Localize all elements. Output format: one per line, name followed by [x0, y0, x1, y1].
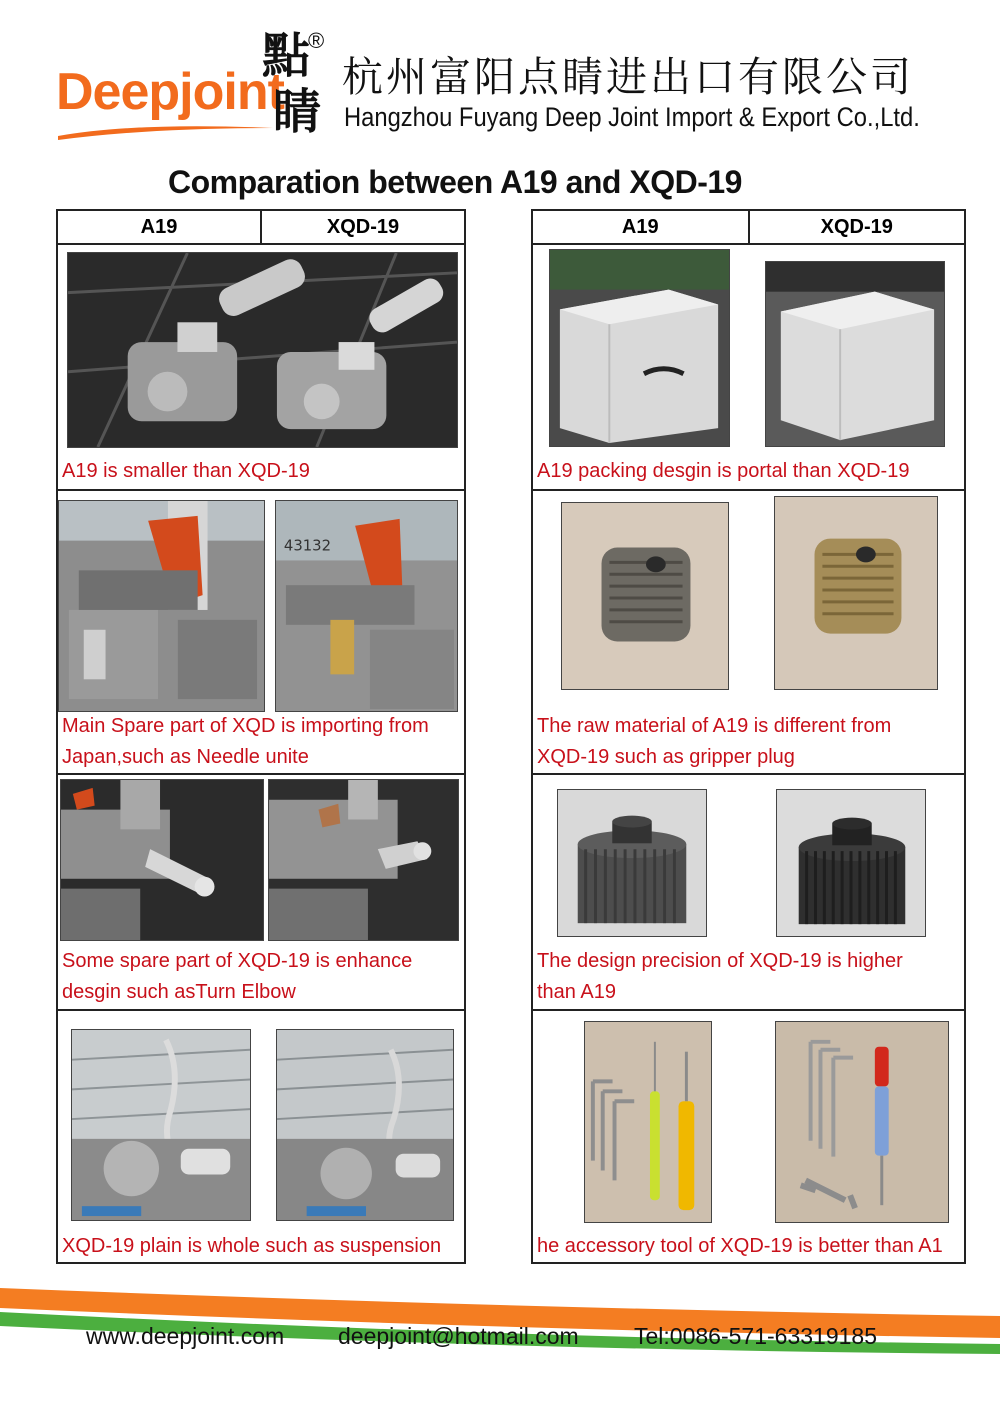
- column-header-a19: A19: [621, 216, 659, 238]
- photo-a19-packing-box: [549, 249, 730, 447]
- footer-email[interactable]: deepjoint@hotmail.com: [338, 1323, 579, 1349]
- caption-line: A19 packing desgin is portal than XQD-19: [537, 460, 910, 482]
- photo-xqd19-accessory-tools: [775, 1021, 949, 1223]
- photo-xqd19-knurled-wheel: [776, 789, 926, 937]
- photo-a19-needle-unit: [58, 500, 265, 712]
- caption-line: Main Spare part of XQD is importing from: [62, 715, 429, 737]
- comparison-row-size: [58, 243, 464, 491]
- photo-xqd19-turn-elbow: [268, 779, 459, 941]
- logo-cjk-char-2: 睛: [272, 84, 321, 140]
- logo-cjk-char-1: 點: [261, 28, 310, 84]
- row-caption: [537, 711, 962, 773]
- caption-line: The design precision of XQD-19 is higher: [537, 950, 903, 972]
- photo-a19-gripper-plug: [561, 502, 729, 690]
- comparison-table-left: [56, 209, 466, 1264]
- document-title: Comparation between A19 and XQD-19: [168, 164, 742, 200]
- photo-a19-accessory-tools: [584, 1021, 712, 1223]
- comparison-row-suspension: [58, 1011, 464, 1262]
- row-caption: [62, 1231, 462, 1262]
- caption-line: than A19: [537, 981, 616, 1003]
- photo-xqd19-packing-box: [765, 261, 945, 447]
- comparison-table-right: [531, 209, 966, 1264]
- photo-xqd19-needle-unit: [275, 500, 458, 712]
- caption-line: A19 is smaller than XQD-19: [62, 460, 310, 482]
- photo-a19-knurled-wheel: [557, 789, 707, 937]
- caption-line: XQD-19 plain is whole such as suspension: [62, 1235, 442, 1257]
- svg-text:43132: 43132: [283, 537, 332, 555]
- row-caption: [62, 711, 462, 773]
- column-header-xqd19: XQD-19: [748, 211, 965, 243]
- column-header-a19: A19: [140, 216, 178, 238]
- caption-line: The raw material of A19 is different from: [537, 715, 892, 737]
- company-name-chinese: 杭州富阳点睛进出口有限公司: [342, 53, 914, 101]
- comparison-row-spare-part: [58, 491, 464, 775]
- table-header: [533, 211, 964, 245]
- comparison-row-precision: [533, 775, 964, 1011]
- photo-tools-side-by-side: [67, 252, 458, 448]
- caption-line: he accessory tool of XQD-19 is better than A1: [537, 1235, 943, 1257]
- photo-a19-suspension: [71, 1029, 251, 1221]
- caption-line: desgin such asTurn Elbow: [62, 981, 296, 1003]
- footer-telephone: Tel:0086-571-63319185: [634, 1323, 877, 1349]
- column-header-xqd19: XQD-19: [260, 211, 464, 243]
- photo-xqd19-gripper-plug: [774, 496, 938, 690]
- logo-wordmark: Deepjoint: [56, 63, 284, 121]
- row-caption: [537, 1231, 962, 1262]
- footer-website[interactable]: www.deepjoint.com: [86, 1323, 285, 1349]
- caption-line: Some spare part of XQD-19 is enhance: [62, 950, 413, 972]
- comparison-row-packing: [533, 243, 964, 491]
- company-name-english: Hangzhou Fuyang Deep Joint Import & Export Co.,Ltd.: [344, 102, 920, 132]
- caption-line: XQD-19 such as gripper plug: [537, 746, 795, 768]
- table-header: [58, 211, 464, 245]
- photo-a19-turn-elbow: [60, 779, 264, 941]
- photo-xqd19-suspension: [276, 1029, 454, 1221]
- comparison-row-accessory-tool: [533, 1011, 964, 1262]
- row-caption: [537, 456, 962, 487]
- caption-line: Japan,such as Needle unite: [62, 746, 309, 768]
- row-caption: [62, 456, 462, 487]
- registered-trademark-icon: ®: [308, 28, 325, 53]
- row-caption: [62, 946, 462, 1008]
- comparison-row-turn-elbow: [58, 775, 464, 1011]
- row-caption: [537, 946, 962, 1008]
- comparison-row-gripper-plug: [533, 491, 964, 775]
